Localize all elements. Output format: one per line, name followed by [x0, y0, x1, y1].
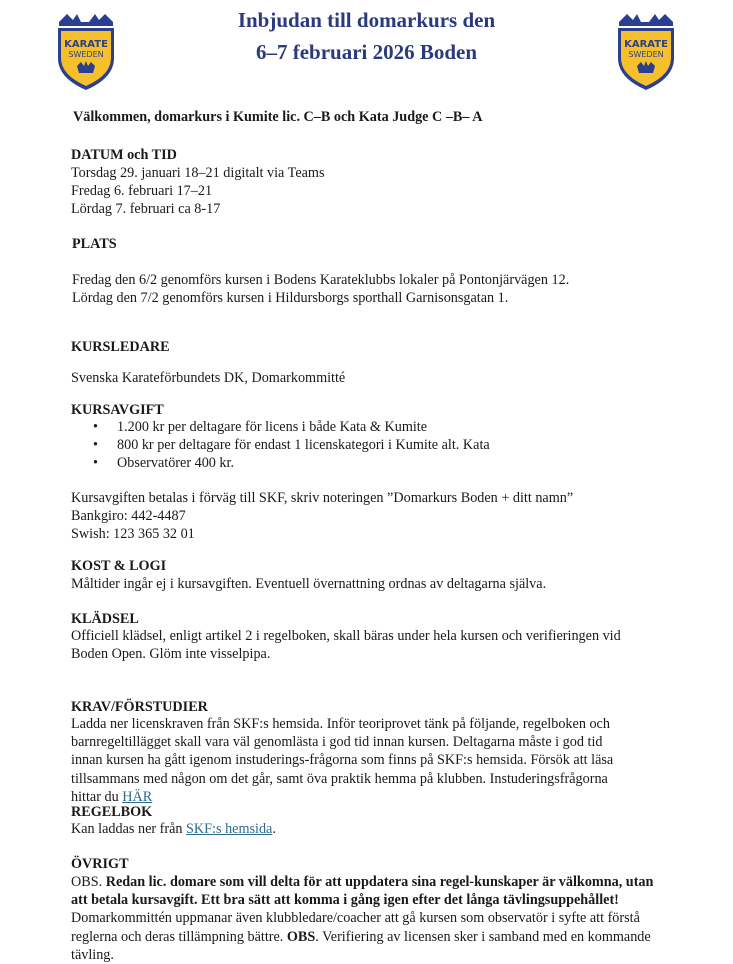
plats-line: Fredag den 6/2 genomförs kursen i Bodens Karateklubbs lokaler på Pontonjärvägen 12.	[72, 272, 570, 288]
fee-list-item	[93, 418, 427, 436]
bullet-icon: •	[93, 455, 98, 471]
ovrigt-heading: ÖVRIGT	[71, 856, 129, 872]
fee-text: 800 kr per deltagare för endast 1 licenskategori i Kumite alt. Kata	[117, 437, 490, 453]
fee-text: 1.200 kr per deltagare för licens i både Kata & Kumite	[117, 419, 428, 435]
bullet-icon: •	[93, 437, 98, 453]
ovrigt-bold-text: Redan lic. domare som vill delta för att uppdatera sina regel-kunskaper är välkomna, utan att betala kursavgift. Ett bra sätt att komma i gång igen efter det långa tävlingsuppehållet!	[71, 874, 654, 909]
bullet-icon: •	[93, 419, 98, 435]
regelbok-heading: REGELBOK	[71, 804, 153, 820]
datum-line: Torsdag 29. januari 18–21 digitalt via Teams	[71, 165, 325, 181]
page-title-line-2: 6–7 februari 2026 Boden	[255, 40, 478, 64]
kursledare-heading: KURSLEDARE	[71, 339, 170, 355]
intro-heading: Välkommen, domarkurs i Kumite lic. C–B och Kata Judge C –B– A	[73, 109, 483, 125]
ovrigt-text-2: . Verifiering av licensen sker i samband med en kommande tävling.	[71, 928, 651, 963]
page-title-line-1: Inbjudan till domarkurs den	[237, 8, 496, 32]
datum-line: Fredag 6. februari 17–21	[71, 183, 213, 199]
svg-text:KARATE: KARATE	[624, 39, 668, 50]
krav-text: Ladda ner licenskraven från SKF:s hemsida. Inför teoriprovet tänk på följande, regelboken och barnregeltillägget skall vara väl genomlästa i god tid innan kursen. Deltagarna måste i god tid innan kursen ha gått igenom instuderings-frågorna som finns på SKF:s hemsida. Försök att läsa tillsammans med någon om det går, samt öva praktik hemma på klubben. Instuderingsfrågorna hittar du	[71, 716, 614, 805]
skf-hemsida-link[interactable]: SKF:s hemsida	[186, 821, 273, 837]
ovrigt-text: Domarkommittén uppmanar även klubbledare/coacher att gå kursen som observatör i syfte att förstå reglerna och deras tillämpning bättre.	[71, 910, 640, 945]
kost-text: Måltider ingår ej i kursavgiften. Eventuell övernattning ordnas av deltagarna själva.	[71, 576, 547, 592]
fee-list-item	[93, 454, 234, 472]
datum-heading: DATUM och TID	[71, 147, 177, 163]
kursavgift-heading: KURSAVGIFT	[71, 402, 164, 418]
plats-line: Lördag den 7/2 genomförs kursen i Hildursborgs sporthall Garnisonsgatan 1.	[72, 290, 509, 306]
plats-heading: PLATS	[72, 236, 117, 252]
fee-list-item	[93, 436, 490, 454]
har-link[interactable]: HÄR	[122, 788, 153, 805]
obs-prefix: OBS.	[71, 874, 103, 890]
payment-note: Kursavgiften betalas i förväg till SKF, skriv noteringen ”Domarkurs Boden + ditt namn”	[71, 490, 574, 506]
kladsel-heading: KLÄDSEL	[71, 611, 139, 627]
swish: Swish: 123 365 32 01	[71, 526, 195, 542]
regelbok-text	[71, 820, 276, 838]
svg-text:KARATE: KARATE	[64, 39, 108, 50]
krav-paragraph	[71, 715, 636, 806]
krav-heading: KRAV/FÖRSTUDIER	[71, 699, 208, 715]
datum-line: Lördag 7. februari ca 8-17	[71, 201, 221, 217]
regelbok-label: Kan laddas ner från	[71, 821, 183, 837]
obs-label: OBS	[286, 928, 316, 945]
kost-heading: KOST & LOGI	[71, 558, 167, 574]
bankgiro: Bankgiro: 442-4487	[71, 508, 186, 524]
svg-text:SWEDEN: SWEDEN	[68, 50, 104, 59]
ovrigt-paragraph	[71, 873, 661, 964]
kursledare-text: Svenska Karateförbundets DK, Domarkommitté	[71, 370, 346, 386]
kladsel-text: Officiell klädsel, enligt artikel 2 i regelboken, skall bäras under hela kursen och verifieringen vid Boden Open. Glöm inte visselpipa.	[71, 628, 621, 663]
fee-text: Observatörer 400 kr.	[117, 455, 235, 471]
svg-text:SWEDEN: SWEDEN	[628, 50, 664, 59]
regelbok-suffix: .	[272, 821, 276, 837]
